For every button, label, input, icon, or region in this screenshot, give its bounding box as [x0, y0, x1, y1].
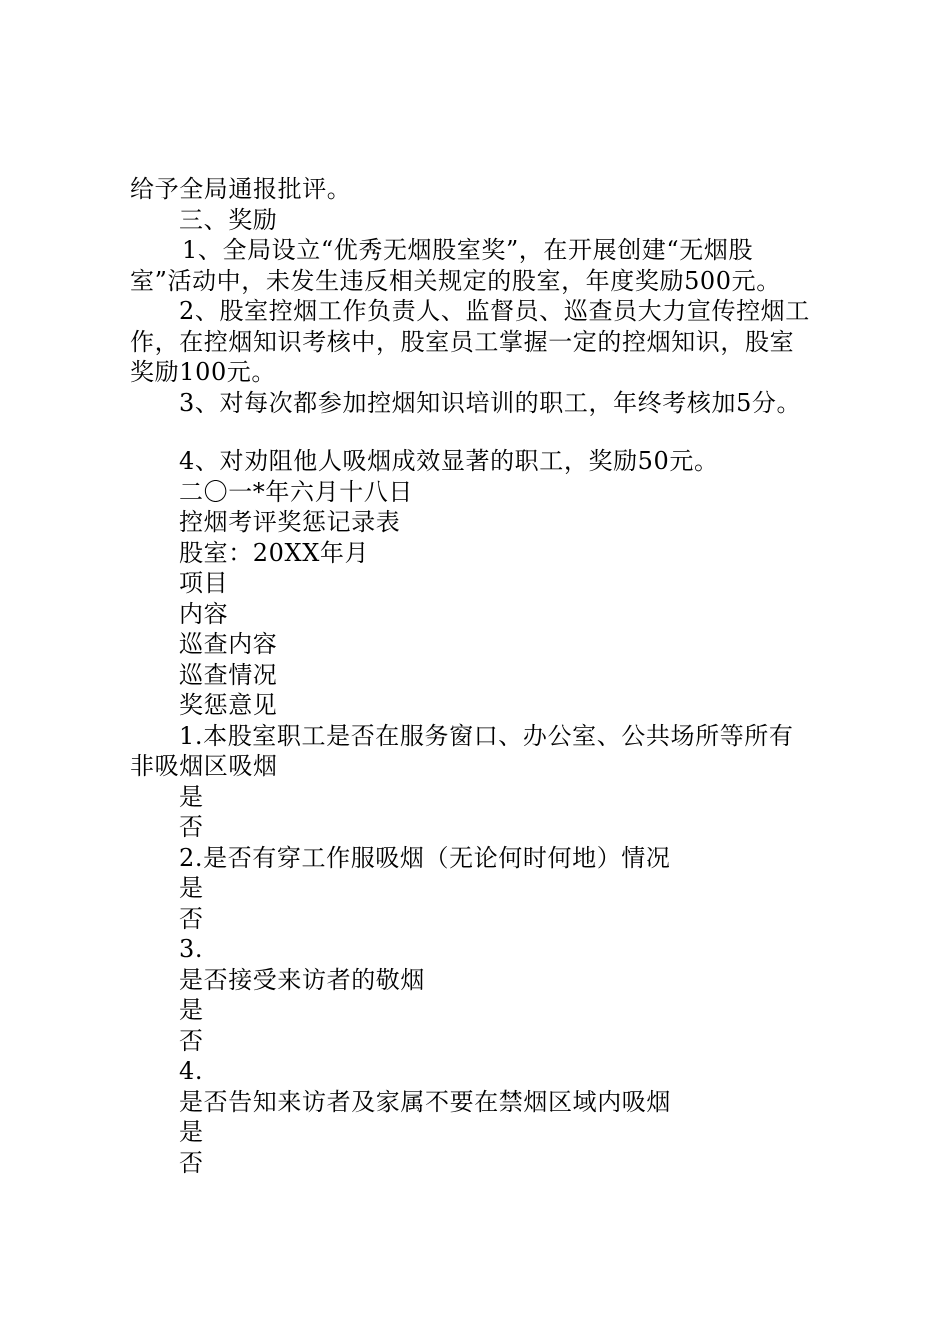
text-line: 奖励100元。 — [130, 358, 277, 386]
option-yes: 是 — [179, 874, 204, 902]
blank-gap — [130, 418, 830, 446]
option-yes: 是 — [179, 1118, 204, 1146]
text-line: 作，在控烟知识考核中，股室员工掌握一定的控烟知识，股室 — [130, 327, 795, 356]
table-header: 巡查情况 — [179, 660, 278, 689]
option-yes: 是 — [179, 996, 204, 1024]
date-line: 二〇一*年六月十八日 — [179, 477, 413, 506]
table-item: 1.本股室职工是否在服务窗口、办公室、公共场所等所有 — [179, 721, 794, 750]
text-line: 1、全局设立“优秀无烟股室奖”，在开展创建“无烟股 — [182, 236, 754, 264]
table-item: 是否告知来访者及家属不要在禁烟区域内吸烟 — [179, 1087, 671, 1116]
table-title: 控烟考评奖惩记录表 — [179, 508, 401, 536]
text-line: 4、对劝阻他人吸烟成效显著的职工，奖励50元。 — [179, 447, 719, 475]
table-item: 非吸烟区吸烟 — [130, 752, 278, 780]
option-no: 否 — [179, 1026, 204, 1055]
section-heading: 三、奖励 — [179, 205, 278, 234]
table-header: 内容 — [179, 599, 229, 628]
option-no: 否 — [179, 1148, 204, 1177]
option-yes: 是 — [179, 782, 204, 811]
table-header: 项目 — [179, 569, 229, 597]
text-line: 2、股室控烟工作负责人、监督员、巡查员大力宣传控烟工 — [179, 297, 810, 325]
table-item-number: 3. — [179, 935, 204, 963]
document-body — [130, 174, 830, 1178]
text-line: 室”活动中，未发生违反相关规定的股室，年度奖励500元。 — [130, 266, 781, 295]
department-line: 股室：20XX年月 — [179, 538, 370, 567]
table-header: 奖惩意见 — [179, 691, 278, 719]
text-line: 给予全局通报批评。 — [130, 175, 352, 203]
option-no: 否 — [179, 813, 204, 841]
text-line: 3、对每次都参加控烟知识培训的职工，年终考核加5分。 — [179, 388, 802, 417]
option-no: 否 — [179, 904, 204, 933]
table-item: 2.是否有穿工作服吸烟（无论何时何地）情况 — [179, 843, 671, 872]
table-item: 是否接受来访者的敬烟 — [179, 965, 425, 994]
table-header: 巡查内容 — [179, 630, 278, 658]
table-item-number: 4. — [179, 1057, 204, 1085]
